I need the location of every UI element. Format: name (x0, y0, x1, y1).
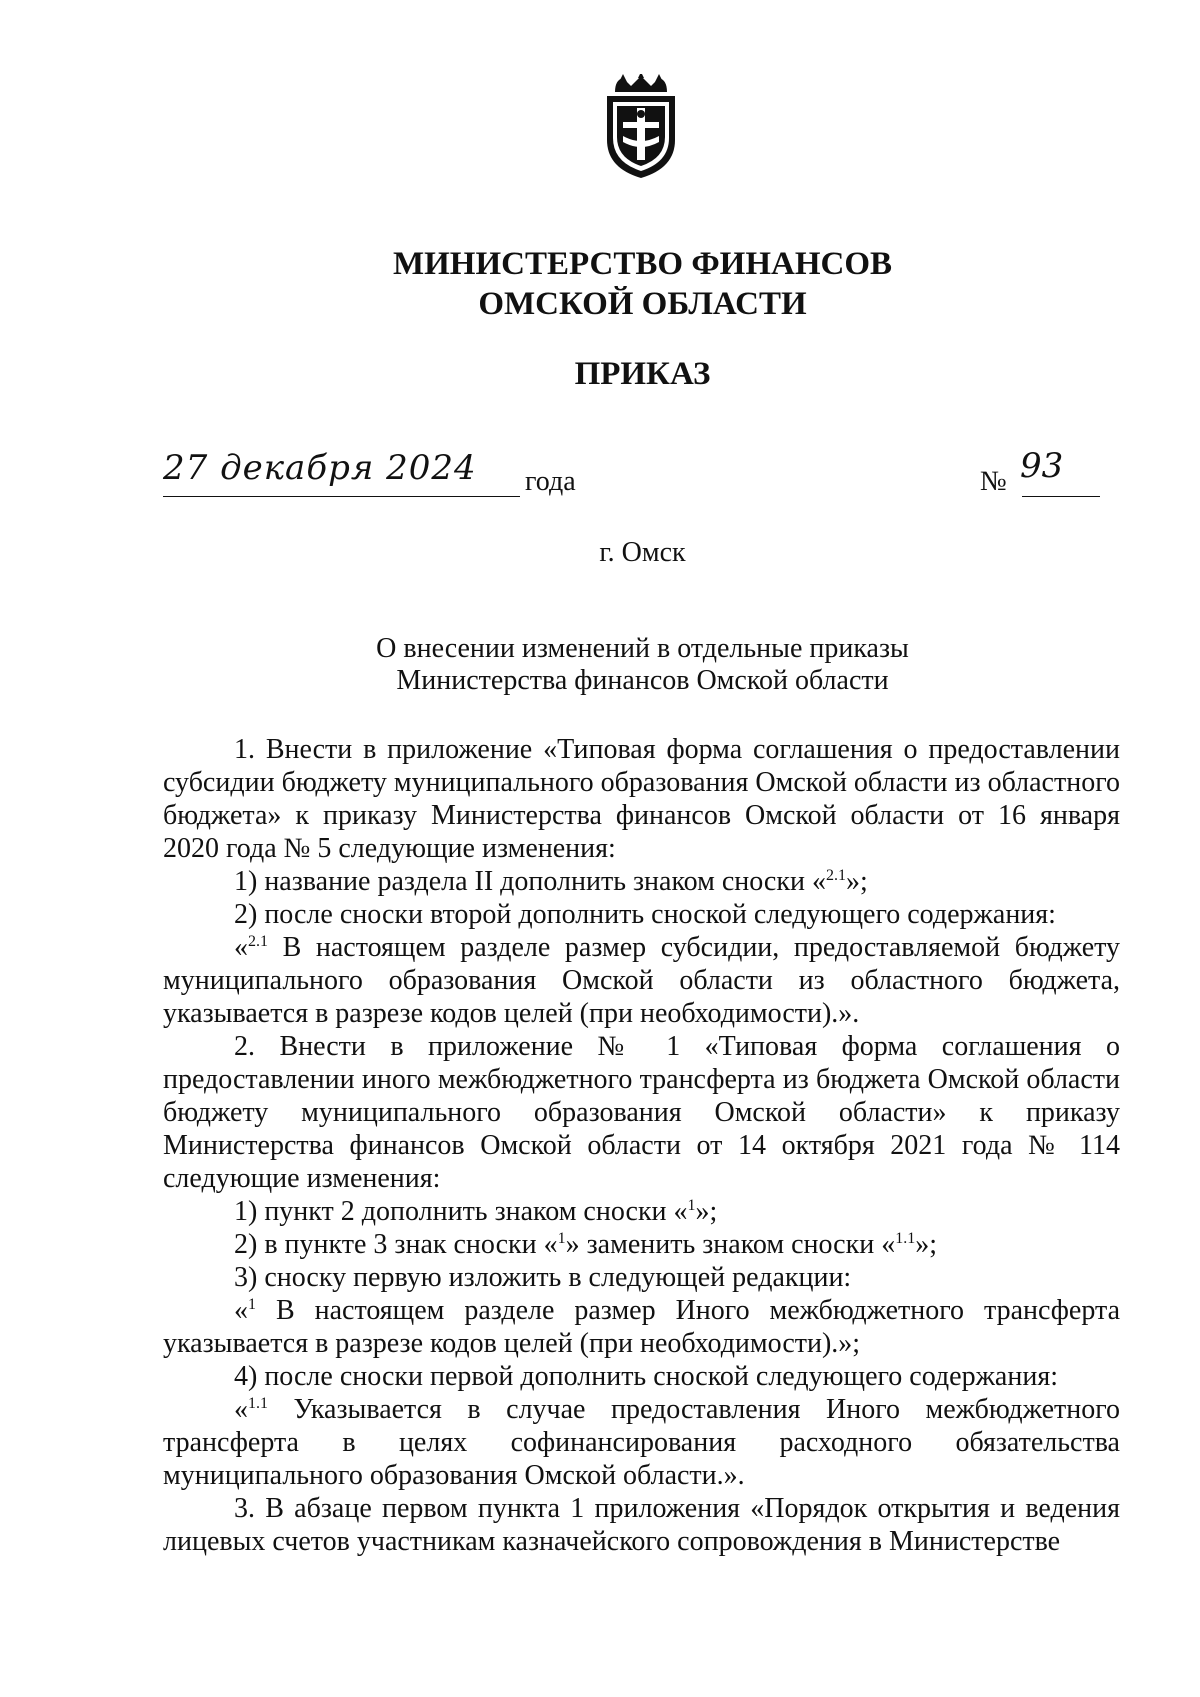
number-label: № (980, 466, 1007, 497)
subject-line-2: Министерства финансов Омской области (396, 665, 889, 696)
footnote-mark: 1 (687, 1197, 696, 1214)
footnote-mark: 2.1 (825, 867, 846, 884)
footnote-mark: 1 (557, 1230, 566, 1247)
coat-of-arms-icon (601, 74, 681, 178)
number-underline (1022, 496, 1100, 497)
footnote-mark: 1 (248, 1296, 256, 1313)
paragraph: 3) сноску первую изложить в следующей редакции: (234, 1262, 852, 1293)
ministry-header (0, 244, 1200, 324)
text: « (234, 932, 248, 963)
text: В настоящем разделе размер субсидии, предоставляемой бюджету муниципального образования Омской области из областного бюджета, указывается в разрезе кодов целей (при необходимости).». (163, 932, 1120, 1029)
order-body (163, 733, 1120, 1558)
document-type: ПРИКАЗ (574, 356, 711, 392)
text: »; (845, 866, 868, 897)
text: Указывается в случае предоставления Иного межбюджетного трансферта в целях софинансирования расходного обязательства муниципального образования Омской области.». (163, 1394, 1120, 1491)
paragraph (163, 865, 1120, 898)
paragraph (163, 1393, 1120, 1492)
text: « (234, 1295, 248, 1326)
paragraph: 1. Внести в приложение «Типовая форма соглашения о предоставлении субсидии бюджету муниципального образования Омской области из областного бюджета» к приказу Министерства финансов Омской области от 16 января 2020 года № 5 следующие изменения: (163, 734, 1120, 864)
paragraph (163, 1195, 1120, 1228)
footnote-mark: 1.1 (895, 1230, 916, 1247)
city: г. Омск (599, 537, 686, 568)
ministry-line-1: МИНИСТЕРСТВО ФИНАНСОВ (392, 246, 893, 282)
footnote-mark: 2.1 (248, 933, 268, 950)
text: »; (915, 1229, 937, 1260)
ministry-line-2: ОМСКОЙ ОБЛАСТИ (478, 286, 807, 322)
footnote-mark: 1.1 (248, 1395, 268, 1412)
text: »; (695, 1196, 718, 1227)
text: » заменить знаком сноски « (565, 1229, 896, 1260)
date-suffix: года (525, 466, 576, 497)
date-underline (163, 496, 520, 497)
handwritten-number: 93 (1020, 446, 1064, 486)
paragraph: 4) после сноски первой дополнить сноской следующего содержания: (234, 1361, 1058, 1392)
text: 2) в пункте 3 знак сноски « (234, 1229, 558, 1260)
text: « (234, 1394, 248, 1425)
paragraph (163, 1228, 1120, 1261)
text: В настоящем разделе размер Иного межбюджетного трансферта указывается в разрезе кодов целей (при необходимости).»; (163, 1295, 1120, 1359)
subject-line-1: О внесении изменений в отдельные приказы (376, 633, 909, 664)
handwritten-date: 27 декабря 2024 (163, 448, 477, 488)
paragraph: 3. В абзаце первом пункта 1 приложения «Порядок открытия и ведения лицевых счетов участникам казначейского сопровождения в Министерстве (163, 1493, 1120, 1557)
paragraph (163, 1294, 1120, 1360)
paragraph: 2) после сноски второй дополнить сноской следующего содержания: (234, 899, 1056, 930)
text: 1) пункт 2 дополнить знаком сноски « (234, 1196, 688, 1227)
order-number (980, 446, 1120, 498)
text: 1) название раздела II дополнить знаком сноски « (234, 866, 826, 897)
paragraph (163, 931, 1120, 1030)
order-subject (0, 633, 1200, 697)
paragraph: 2. Внести в приложение № 1 «Типовая форма соглашения о предоставлении иного межбюджетного трансферта из бюджета Омской области бюджету муниципального образования Омской области» к приказу Министерства финансов Омской области от 14 октября 2021 года № 114 следующие изменения: (163, 1031, 1120, 1194)
